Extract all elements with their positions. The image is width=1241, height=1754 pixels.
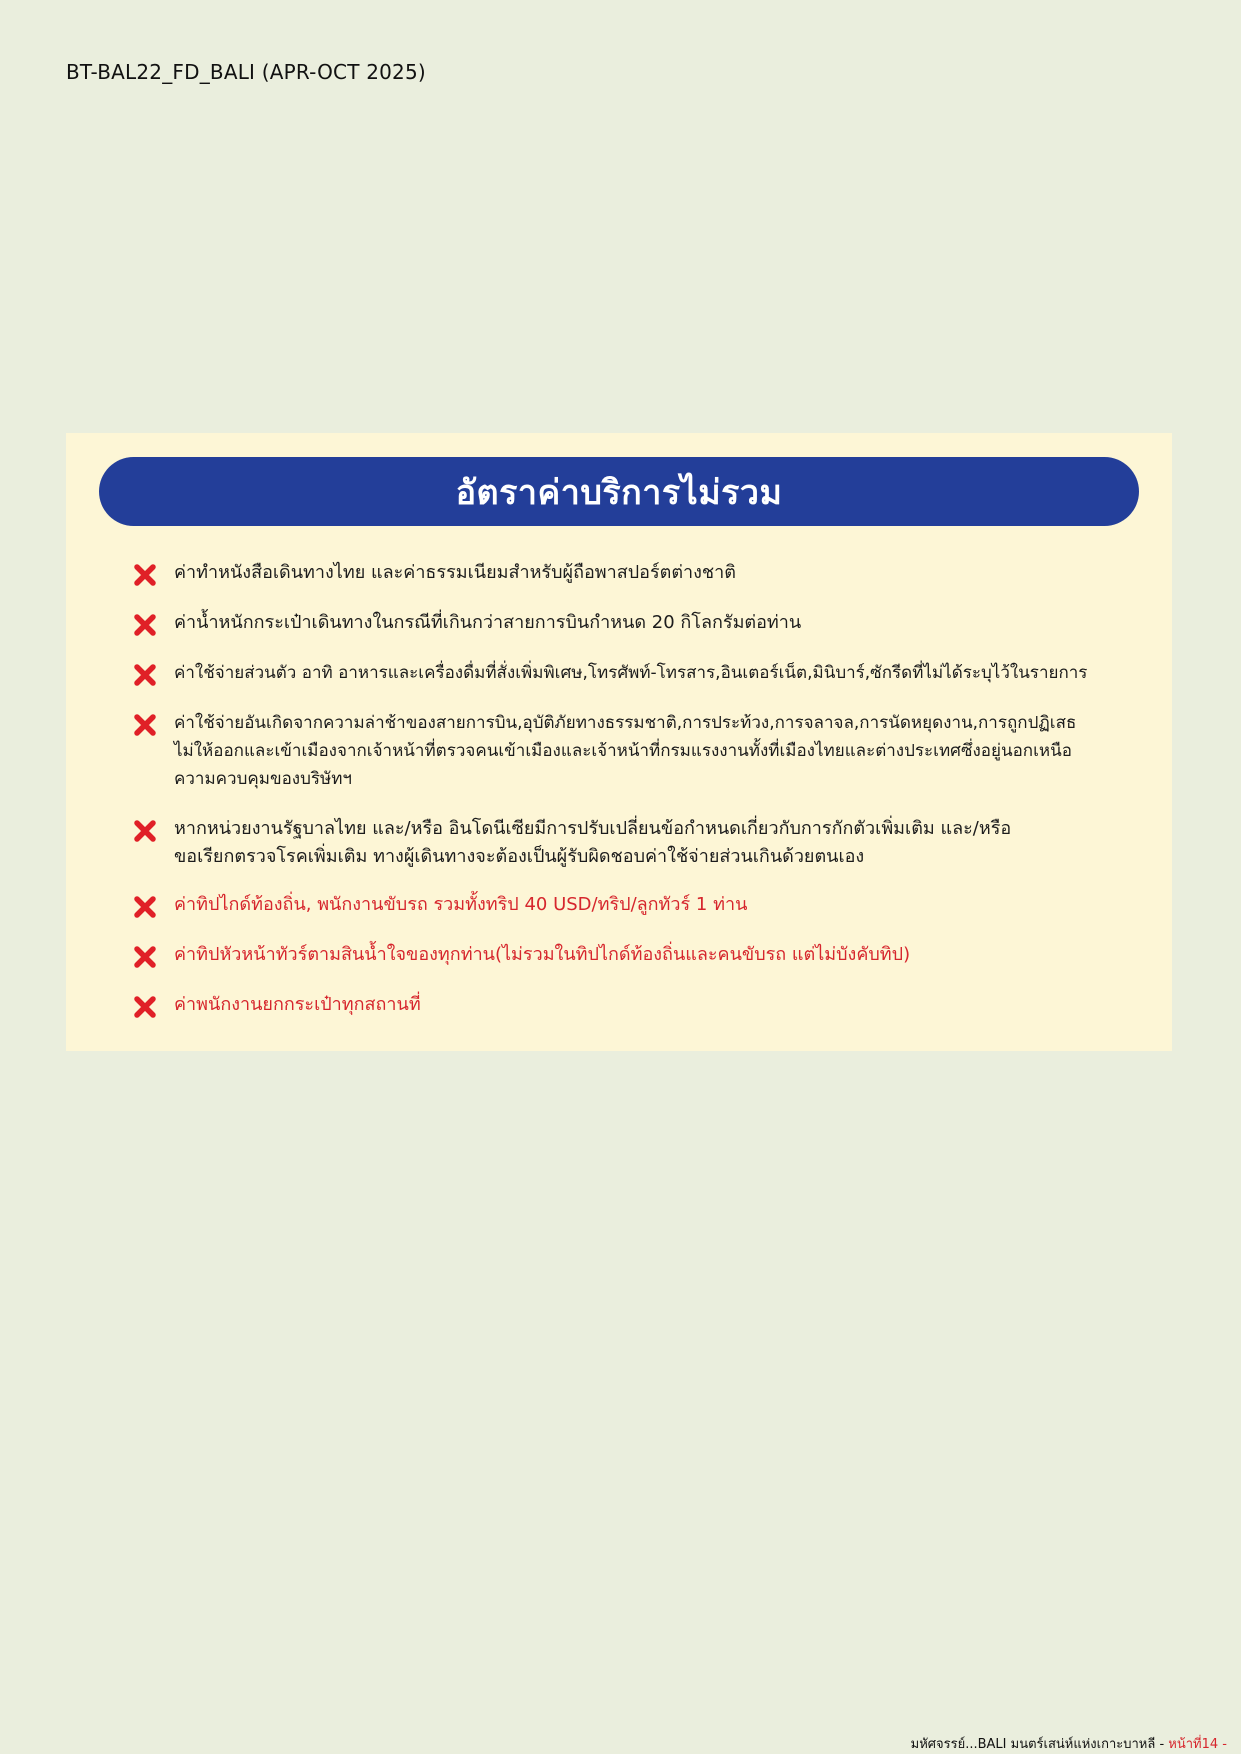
page-number: หน้าที่14 - — [1168, 1737, 1227, 1752]
list-item — [132, 815, 1152, 871]
list-item — [132, 891, 1152, 920]
cross-icon — [132, 944, 158, 970]
list-item — [132, 659, 1152, 688]
document-code: BT-BAL22_FD_BALI (APR-OCT 2025) — [66, 60, 426, 84]
list-item-text: ค่าใช้จ่ายอันเกิดจากความล่าช้าของสายการบิน,อุบัติภัยทางธรรมชาติ,การประท้วง,การจลาจล,การนัดหยุดงาน,การถูกปฏิเสธ ไม่ให้ออกและเข้าเมืองจากเจ้าหน้าที่ตรวจคนเข้าเมืองและเจ้าหน้าที่กรมแรงงานทั้งที่เมืองไทยและต่างประเทศซึ่งอยู่นอกเหนือ ความควบคุมของบริษัทฯ — [174, 713, 1077, 789]
list-item — [132, 941, 1152, 970]
list-item-text: ค่าใช้จ่ายส่วนตัว อาทิ อาหารและเครื่องดื่มที่สั่งเพิ่มพิเศษ,โทรศัพท์-โทรสาร,อินเตอร์เน็ต,มินิบาร์,ซักรีดที่ไม่ได้ระบุไว้ในรายการ — [174, 663, 1088, 683]
cross-icon — [132, 562, 158, 588]
list-item-text: ค่าทิปหัวหน้าทัวร์ตามสินน้ำใจของทุกท่าน(ไม่รวมในทิปไกด์ท้องถิ่นและคนขับรถ แต่ไม่บังคับทิป) — [174, 944, 911, 965]
section-banner — [99, 457, 1139, 526]
section-title: อัตราค่าบริการไม่รวม — [455, 472, 783, 513]
list-item — [132, 991, 1152, 1020]
footer-title: มหัศจรรย์...BALI มนตร์เสน่ห์แห่งเกาะบาหลี - — [910, 1737, 1169, 1752]
list-item — [132, 709, 1152, 793]
excluded-services-panel — [66, 433, 1172, 1051]
cross-icon — [132, 818, 158, 844]
cross-icon — [132, 612, 158, 638]
list-item — [132, 609, 1152, 638]
list-item-text: หากหน่วยงานรัฐบาลไทย และ/หรือ อินโดนีเซียมีการปรับเปลี่ยนข้อกำหนดเกี่ยวกับการกักตัวเพิ่มเติม และ/หรือ ขอเรียกตรวจโรคเพิ่มเติม ทางผู้เดินทางจะต้องเป็นผู้รับผิดชอบค่าใช้จ่ายส่วนเกินด้วยตนเอง — [174, 818, 1012, 867]
page-footer — [911, 1733, 1227, 1754]
list-item-text: ค่าทำหนังสือเดินทางไทย และค่าธรรมเนียมสำหรับผู้ถือพาสปอร์ตต่างชาติ — [174, 562, 736, 583]
list-item — [132, 559, 1152, 588]
list-item-text: ค่าพนักงานยกกระเป๋าทุกสถานที่ — [174, 994, 421, 1015]
cross-icon — [132, 662, 158, 688]
cross-icon — [132, 994, 158, 1020]
cross-icon — [132, 712, 158, 738]
list-item-text: ค่าทิปไกด์ท้องถิ่น, พนักงานขับรถ รวมทั้งทริป 40 USD/ทริป/ลูกทัวร์ 1 ท่าน — [174, 894, 748, 915]
list-item-text: ค่าน้ำหนักกระเป๋าเดินทางในกรณีที่เกินกว่าสายการบินกำหนด 20 กิโลกรัมต่อท่าน — [174, 612, 802, 633]
cross-icon — [132, 894, 158, 920]
